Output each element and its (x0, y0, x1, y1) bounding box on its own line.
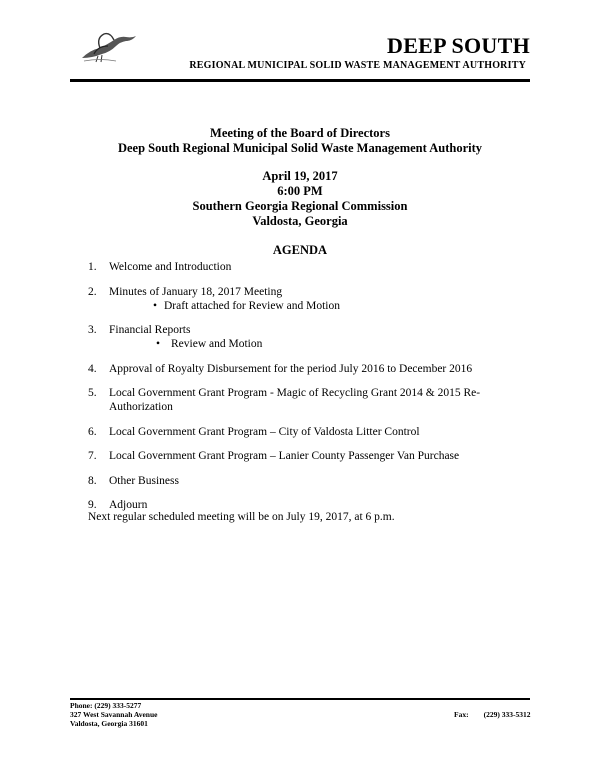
agenda-item-text: Local Government Grant Program – Lanier County Passenger Van Purchase (109, 450, 460, 462)
footer-fax (454, 710, 530, 719)
meeting-city: Valdosta, Georgia (252, 214, 348, 228)
meeting-time: 6:00 PM (277, 184, 323, 198)
agenda-item (88, 285, 530, 313)
agenda-item-number: 9. (88, 499, 97, 511)
header-divider (70, 79, 530, 82)
agenda-item-text: Adjourn (109, 499, 148, 511)
agenda-subitem-text: Draft attached for Review and Motion (164, 299, 340, 312)
authority-name: Deep South Regional Municipal Solid Waste Management Authority (117, 141, 483, 155)
agenda-item-text: Welcome and Introduction (109, 261, 232, 273)
bullet-icon: • (153, 299, 158, 312)
agenda-item-text: Financial Reports (109, 324, 191, 336)
agenda-item-text: Approval of Royalty Disbursement for the period July 2016 to December 2016 (109, 362, 473, 375)
agenda-item (88, 323, 530, 351)
footer-divider (70, 698, 530, 700)
agenda-item-number: 1. (88, 261, 97, 273)
agenda-item (88, 362, 530, 376)
agenda-item (88, 386, 530, 414)
footer-address-line2: Valdosta, Georgia 31601 (70, 719, 148, 728)
agenda-subitem-text: Review and Motion (171, 338, 263, 350)
agenda-heading: AGENDA (272, 243, 328, 257)
agenda-item (88, 474, 530, 488)
agenda-list (88, 260, 530, 523)
agenda-item-number: 6. (88, 425, 97, 438)
meeting-title: Meeting of the Board of Directors (210, 126, 390, 140)
agenda-item (88, 425, 530, 439)
meeting-title-block (70, 126, 530, 258)
agenda-item-text: Local Government Grant Program - Magic of Recycling Grant 2014 & 2015 Re-Authorization (109, 387, 481, 413)
agenda-item-text: Local Government Grant Program – City of Valdosta Litter Control (109, 425, 420, 438)
agenda-item-number: 5. (88, 387, 97, 399)
fax-label: Fax: (454, 710, 469, 719)
meeting-date: April 19, 2017 (262, 169, 338, 183)
agenda-subitem (109, 337, 530, 351)
agenda-subitem (109, 299, 530, 313)
footer-address-line1: 327 West Savannah Avenue (70, 710, 158, 719)
org-subtitle: REGIONAL MUNICIPAL SOLID WASTE MANAGEMENT AUTHORITY (189, 60, 526, 71)
footer-phone: Phone: (229) 333-5277 (70, 701, 142, 710)
footer-contact (70, 701, 157, 728)
agenda-item-number: 2. (88, 285, 97, 298)
agenda-item-number: 4. (88, 362, 97, 375)
agenda-item-text: Other Business (109, 474, 179, 487)
meeting-location: Southern Georgia Regional Commission (192, 199, 408, 213)
next-meeting-note: Next regular scheduled meeting will be on July 19, 2017, at 6 p.m. (88, 511, 395, 523)
agenda-item-number: 8. (88, 474, 97, 487)
agenda-item-text: Minutes of January 18, 2017 Meeting (109, 285, 283, 298)
heron-bird-icon (80, 28, 138, 64)
agenda-item-number: 3. (88, 324, 97, 336)
bullet-icon: • (156, 338, 161, 350)
agenda-item (88, 260, 530, 274)
agenda-item-number: 7. (88, 450, 97, 462)
fax-number: (229) 333-5312 (483, 710, 531, 719)
agenda-item (88, 449, 530, 463)
org-name: DEEP SOUTH (387, 33, 530, 58)
